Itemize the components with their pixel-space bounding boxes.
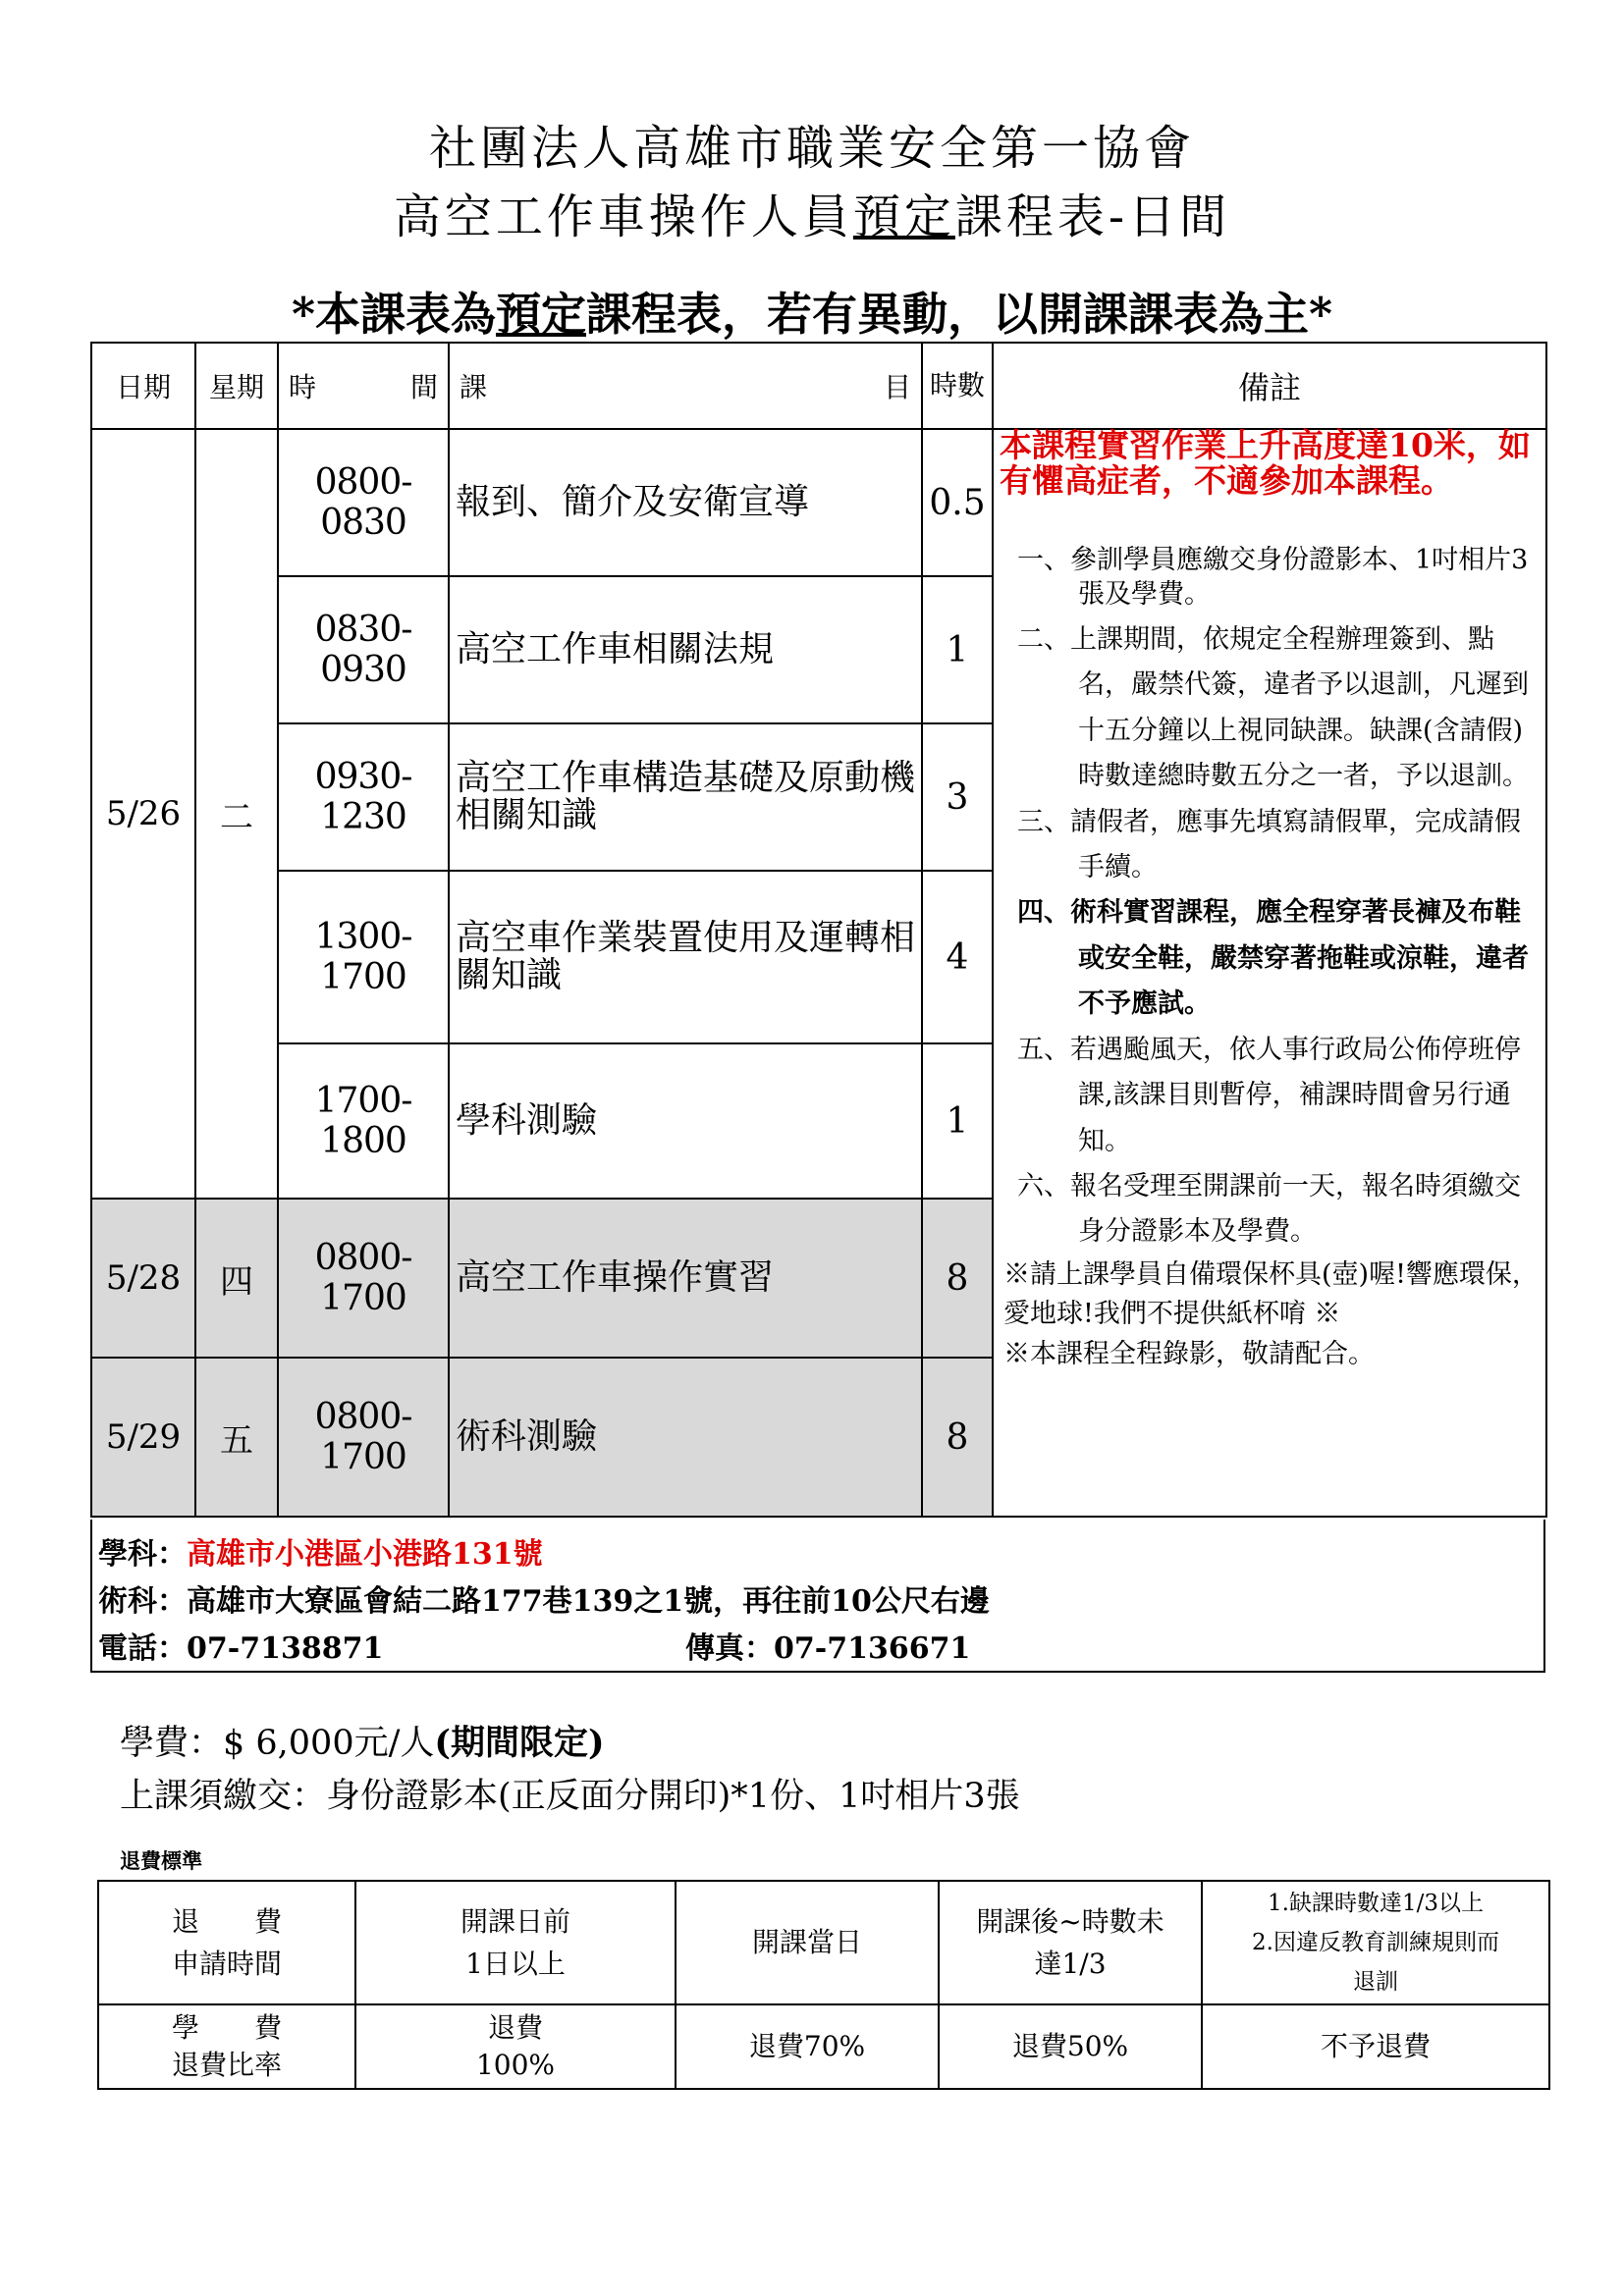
time-cell: 0800-1700 xyxy=(278,1358,449,1517)
refund-cell: 退費50% xyxy=(939,2004,1202,2089)
refund-cell: 開課當日 xyxy=(676,1881,939,2004)
practical-label: 術科： xyxy=(98,1584,187,1619)
course-title-part-1: 高空工作車操作人員 xyxy=(393,189,853,244)
weekday-cell: 五 xyxy=(195,1358,278,1517)
academic-label: 學科： xyxy=(98,1537,187,1572)
course-cell: 報到、簡介及安衛宣導 xyxy=(449,429,922,576)
course-cell: 高空車作業裝置使用及運轉相關知識 xyxy=(449,871,922,1043)
refund-h4-c: 退訓 xyxy=(1353,1969,1398,1996)
weekday-cell: 四 xyxy=(195,1199,278,1358)
refund-r0-b: 退費比率 xyxy=(171,2049,282,2081)
note-2: 二、上課期間，依規定全程辦理簽到、點名，嚴禁代簽，違者予以退訓，凡遲到十五分鐘以上視同缺課。缺課(含請假)時數達總時數五分之一者，予以退訓。 xyxy=(1017,623,1529,792)
note-5: 五、若遇颱風天，依人事行政局公佈停班停課,該課目則暫停，補課時間會另行通知。 xyxy=(1017,1034,1521,1156)
refund-h3-b: 達1/3 xyxy=(1034,1948,1107,1980)
note-3: 三、請假者，應事先填寫請假單，完成請假手續。 xyxy=(1017,806,1521,882)
hours-cell: 8 xyxy=(922,1358,993,1517)
course-cell: 高空工作車操作實習 xyxy=(449,1199,922,1358)
header-date: 日期 xyxy=(91,343,195,429)
date-cell: 5/26 xyxy=(91,429,195,1199)
course-title-planned: 預定 xyxy=(852,189,955,244)
hours-cell: 1 xyxy=(922,576,993,723)
refund-h1-b: 1日以上 xyxy=(465,1948,566,1980)
hours-cell: 8 xyxy=(922,1199,993,1358)
refund-r0-a: 學 費 xyxy=(171,2011,282,2045)
refund-cell xyxy=(939,1881,1202,2004)
notes-warning: 本課程實習作業上升高度達10米，如有懼高症者，不適參加本課程。 xyxy=(1000,426,1531,501)
refund-h0-a: 退 費 xyxy=(171,1904,282,1938)
header-hours: 時數 xyxy=(922,343,993,429)
note-6: 六、報名受理至開課前一天，報名時須繳交身分證影本及學費。 xyxy=(1017,1171,1521,1248)
refund-h3-a: 開課後~時數未 xyxy=(976,1904,1164,1938)
table-row xyxy=(91,429,1546,576)
note-8: ※本課程全程錄影，敬請配合。 xyxy=(1003,1338,1375,1369)
notice-part-3: 課程表，若有異動，以開課課表為主* xyxy=(586,288,1333,341)
course-title xyxy=(0,179,1624,246)
time-cell: 0930-1230 xyxy=(278,723,449,871)
header-course-a: 課 xyxy=(460,371,488,403)
header-course xyxy=(449,343,922,429)
time-cell: 1300-1700 xyxy=(278,871,449,1043)
required-documents: 上課須繳交：身份證影本(正反面分開印)*1份、1吋相片3張 xyxy=(120,1777,1020,1816)
refund-rate-row xyxy=(98,2004,1549,2089)
notes-list xyxy=(994,500,1545,1375)
phone-number: 電話：07-7138871 xyxy=(98,1631,384,1666)
schedule-table xyxy=(90,342,1547,1518)
header-weekday: 星期 xyxy=(195,343,278,429)
time-cell: 0830-0930 xyxy=(278,576,449,723)
location-info xyxy=(90,1520,1545,1673)
refund-h0-b: 申請時間 xyxy=(171,1948,282,1980)
date-cell: 5/29 xyxy=(91,1358,195,1517)
header-notes: 備註 xyxy=(993,343,1546,429)
refund-header-row xyxy=(98,1881,1549,2004)
practical-address: 高雄市大寮區會結二路177巷139之1號，再往前10公尺右邊 xyxy=(187,1584,990,1619)
header-course-b: 目 xyxy=(883,371,911,403)
refund-cell xyxy=(1202,1881,1549,2004)
hours-cell: 3 xyxy=(922,723,993,871)
tuition-limited: (期間限定) xyxy=(434,1723,605,1763)
note-4: 四、術科實習課程，應全程穿著長褲及布鞋或安全鞋，嚴禁穿著拖鞋或涼鞋，違者不予應試。 xyxy=(1017,897,1529,1020)
hours-cell: 4 xyxy=(922,871,993,1043)
header-time-a: 時 xyxy=(289,371,317,403)
time-cell: 0800-1700 xyxy=(278,1199,449,1358)
refund-h4-a: 1.缺課時數達1/3以上 xyxy=(1268,1890,1484,1916)
table-header-row xyxy=(91,343,1546,429)
refund-cell: 不予退費 xyxy=(1202,2004,1549,2089)
time-cell: 1700-1800 xyxy=(278,1043,449,1199)
header-time xyxy=(278,343,449,429)
time-cell: 0800-0830 xyxy=(278,429,449,576)
note-7: ※請上課學員自備環保杯具(壺)喔!響應環保，愛地球!我們不提供紙杯唷 ※ xyxy=(1003,1258,1539,1330)
refund-cell xyxy=(98,2004,355,2089)
org-title: 社團法人高雄市職業安全第一協會 xyxy=(428,121,1195,176)
hours-cell: 0.5 xyxy=(922,429,993,576)
refund-title: 退費標準 xyxy=(120,1848,202,1873)
practical-location xyxy=(98,1576,990,1620)
refund-table xyxy=(97,1880,1550,2090)
notice-planned: 預定 xyxy=(496,288,586,341)
tuition-fee xyxy=(120,1716,605,1765)
fax-number: 傳真：07-7136671 xyxy=(685,1631,971,1666)
hours-cell: 1 xyxy=(922,1043,993,1199)
refund-cell xyxy=(355,1881,676,2004)
refund-r1-b: 100% xyxy=(475,2049,556,2081)
refund-cell: 退費70% xyxy=(676,2004,939,2089)
course-cell: 高空工作車構造基礎及原動機相關知識 xyxy=(449,723,922,871)
refund-cell xyxy=(355,2004,676,2089)
note-1: 一、參訓學員應繳交身份證影本、1吋相片3張及學費。 xyxy=(1017,544,1529,610)
date-cell: 5/28 xyxy=(91,1199,195,1358)
weekday-cell: 二 xyxy=(195,429,278,1199)
refund-h1-a: 開課日前 xyxy=(460,1904,570,1938)
academic-address: 高雄市小港區小港路131號 xyxy=(187,1537,543,1572)
tuition-amount: 學費：$ 6,000元/人 xyxy=(120,1724,435,1763)
refund-r1-a: 退費 xyxy=(487,2011,543,2045)
course-cell: 高空工作車相關法規 xyxy=(449,576,922,723)
course-cell: 學科測驗 xyxy=(449,1043,922,1199)
header-time-b: 間 xyxy=(409,371,438,403)
course-cell: 術科測驗 xyxy=(449,1358,922,1517)
refund-cell xyxy=(98,1881,355,2004)
academic-location xyxy=(98,1529,543,1573)
course-title-part-3: 課程表-日間 xyxy=(954,189,1231,244)
refund-h4-b: 2.因違反教育訓練規則而 xyxy=(1252,1929,1499,1955)
schedule-notice xyxy=(0,279,1624,344)
notes-cell xyxy=(993,426,1546,1517)
notice-part-1: *本課表為 xyxy=(291,288,496,341)
